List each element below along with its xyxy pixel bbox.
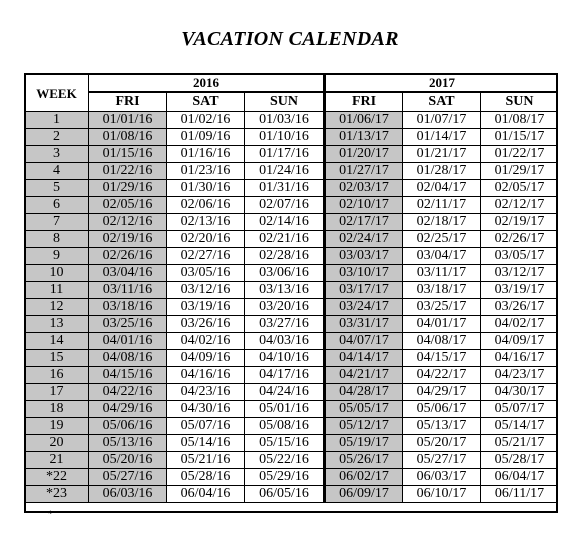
week-number-cell: *22: [25, 469, 89, 486]
page-title: VACATION CALENDAR: [181, 28, 399, 50]
date-cell: 03/18/17: [403, 282, 481, 299]
date-cell: 01/01/16: [89, 112, 167, 129]
date-cell: 03/25/16: [89, 316, 167, 333]
date-cell: 05/01/16: [245, 401, 325, 418]
date-cell: 04/10/16: [245, 350, 325, 367]
date-cell: 02/26/17: [481, 231, 558, 248]
table-row: [25, 384, 559, 401]
week-number-cell: 10: [25, 265, 89, 282]
date-cell: 01/28/17: [403, 163, 481, 180]
date-cell: 03/11/17: [403, 265, 481, 282]
date-cell: 01/15/16: [89, 146, 167, 163]
date-cell: 03/13/16: [245, 282, 325, 299]
date-cell: 02/13/16: [167, 214, 245, 231]
week-number-cell: 11: [25, 282, 89, 299]
date-cell: 04/15/16: [89, 367, 167, 384]
week-number-cell: 1: [25, 112, 89, 129]
date-cell: 06/02/17: [325, 469, 403, 486]
date-cell: 05/29/16: [245, 469, 325, 486]
date-cell: 04/08/17: [403, 333, 481, 350]
date-cell: 01/14/17: [403, 129, 481, 146]
date-cell: 01/21/17: [403, 146, 481, 163]
day-header-sat-2016: SAT: [167, 92, 245, 112]
date-cell: 04/02/16: [167, 333, 245, 350]
date-cell: 05/13/16: [89, 435, 167, 452]
date-cell: 05/06/16: [89, 418, 167, 435]
date-cell: 03/03/17: [325, 248, 403, 265]
week-number-cell: 15: [25, 350, 89, 367]
date-cell: 02/10/17: [325, 197, 403, 214]
table-row: [25, 112, 559, 129]
date-cell: 05/08/16: [245, 418, 325, 435]
date-cell: 03/31/17: [325, 316, 403, 333]
date-cell: 04/28/17: [325, 384, 403, 401]
date-cell: 04/16/17: [481, 350, 558, 367]
date-cell: 04/09/17: [481, 333, 558, 350]
date-cell: 02/03/17: [325, 180, 403, 197]
date-cell: 04/22/16: [89, 384, 167, 401]
date-cell: 01/08/16: [89, 129, 167, 146]
date-cell: 04/09/16: [167, 350, 245, 367]
week-number-cell: 5: [25, 180, 89, 197]
week-number-cell: 12: [25, 299, 89, 316]
date-cell: 01/24/16: [245, 163, 325, 180]
date-cell: 03/19/17: [481, 282, 558, 299]
table-row: [25, 197, 559, 214]
date-cell: 06/09/17: [325, 486, 403, 503]
week-number-cell: 16: [25, 367, 89, 384]
week-number-cell: 7: [25, 214, 89, 231]
date-cell: 01/07/17: [403, 112, 481, 129]
week-number-cell: 8: [25, 231, 89, 248]
date-cell: 03/12/17: [481, 265, 558, 282]
date-cell: 05/20/16: [89, 452, 167, 469]
date-cell: 06/10/17: [403, 486, 481, 503]
date-cell: 04/21/17: [325, 367, 403, 384]
date-cell: 03/05/16: [167, 265, 245, 282]
date-cell: 02/20/16: [167, 231, 245, 248]
date-cell: 01/29/16: [89, 180, 167, 197]
date-cell: 01/30/16: [167, 180, 245, 197]
date-cell: 05/21/17: [481, 435, 558, 452]
date-cell: 04/15/17: [403, 350, 481, 367]
table-row: [25, 435, 559, 452]
year-header-2016: 2016: [89, 74, 325, 93]
date-cell: 02/04/17: [403, 180, 481, 197]
week-number-cell: 19: [25, 418, 89, 435]
date-cell: 02/14/16: [245, 214, 325, 231]
table-row: [25, 231, 559, 248]
week-column-header: WEEK: [25, 74, 89, 112]
vacation-calendar-table: [24, 73, 558, 513]
table-row: [25, 129, 559, 146]
date-cell: 05/19/17: [325, 435, 403, 452]
date-cell: 04/01/17: [403, 316, 481, 333]
table-row: [25, 214, 559, 231]
date-cell: 02/26/16: [89, 248, 167, 265]
week-number-cell: 13: [25, 316, 89, 333]
table-row: [25, 316, 559, 333]
week-number-cell: 3: [25, 146, 89, 163]
table-row: [25, 333, 559, 350]
week-number-cell: 4: [25, 163, 89, 180]
date-cell: 01/13/17: [325, 129, 403, 146]
date-cell: 04/08/16: [89, 350, 167, 367]
date-cell: 06/11/17: [481, 486, 558, 503]
date-cell: 02/17/17: [325, 214, 403, 231]
date-cell: 02/25/17: [403, 231, 481, 248]
date-cell: 02/07/16: [245, 197, 325, 214]
date-cell: 06/03/17: [403, 469, 481, 486]
date-cell: 02/27/16: [167, 248, 245, 265]
day-header-sun-2016: SUN: [245, 92, 325, 112]
date-cell: 03/12/16: [167, 282, 245, 299]
date-cell: 01/16/16: [167, 146, 245, 163]
date-cell: 02/18/17: [403, 214, 481, 231]
day-header-sun-2017: SUN: [481, 92, 558, 112]
date-cell: 01/17/16: [245, 146, 325, 163]
date-cell: 02/12/16: [89, 214, 167, 231]
date-cell: 02/24/17: [325, 231, 403, 248]
date-cell: 06/05/16: [245, 486, 325, 503]
date-cell: 03/20/16: [245, 299, 325, 316]
date-cell: 04/30/16: [167, 401, 245, 418]
date-cell: 03/18/16: [89, 299, 167, 316]
week-number-cell: 20: [25, 435, 89, 452]
date-cell: 01/10/16: [245, 129, 325, 146]
date-cell: 03/17/17: [325, 282, 403, 299]
date-cell: 05/26/17: [325, 452, 403, 469]
date-cell: 04/14/17: [325, 350, 403, 367]
date-cell: 01/31/16: [245, 180, 325, 197]
date-cell: 05/14/17: [481, 418, 558, 435]
table-row: [25, 418, 559, 435]
week-number-cell: 17: [25, 384, 89, 401]
date-cell: 01/23/16: [167, 163, 245, 180]
date-cell: 06/04/16: [167, 486, 245, 503]
date-cell: 01/02/16: [167, 112, 245, 129]
date-cell: 02/19/17: [481, 214, 558, 231]
date-cell: 01/22/17: [481, 146, 558, 163]
date-cell: 06/04/17: [481, 469, 558, 486]
date-cell: 04/01/16: [89, 333, 167, 350]
date-cell: 05/06/17: [403, 401, 481, 418]
date-cell: 03/10/17: [325, 265, 403, 282]
table-row: [25, 367, 559, 384]
week-number-cell: 14: [25, 333, 89, 350]
table-row: [25, 282, 559, 299]
date-cell: 04/17/16: [245, 367, 325, 384]
calendar-body: [25, 112, 559, 503]
date-cell: 04/23/16: [167, 384, 245, 401]
table-row: [25, 350, 559, 367]
date-cell: 05/20/17: [403, 435, 481, 452]
date-cell: 02/06/16: [167, 197, 245, 214]
date-cell: 05/28/16: [167, 469, 245, 486]
week-number-cell: *23: [25, 486, 89, 503]
date-cell: 05/27/17: [403, 452, 481, 469]
date-cell: 02/12/17: [481, 197, 558, 214]
day-header-sat-2017: SAT: [403, 92, 481, 112]
day-header-fri-2016: FRI: [89, 92, 167, 112]
date-cell: 04/16/16: [167, 367, 245, 384]
date-cell: 04/03/16: [245, 333, 325, 350]
date-cell: 02/28/16: [245, 248, 325, 265]
date-cell: 01/03/16: [245, 112, 325, 129]
date-cell: 05/07/16: [167, 418, 245, 435]
date-cell: 02/05/17: [481, 180, 558, 197]
date-cell: 03/27/16: [245, 316, 325, 333]
table-row: [25, 486, 559, 503]
date-cell: 05/15/16: [245, 435, 325, 452]
date-cell: 03/25/17: [403, 299, 481, 316]
date-cell: 05/12/17: [325, 418, 403, 435]
date-cell: 05/28/17: [481, 452, 558, 469]
date-cell: 05/05/17: [325, 401, 403, 418]
date-cell: 06/03/16: [89, 486, 167, 503]
date-cell: 05/13/17: [403, 418, 481, 435]
date-cell: 05/07/17: [481, 401, 558, 418]
date-cell: 04/24/16: [245, 384, 325, 401]
date-cell: 05/27/16: [89, 469, 167, 486]
table-row: [25, 452, 559, 469]
date-cell: 03/05/17: [481, 248, 558, 265]
date-cell: 03/24/17: [325, 299, 403, 316]
date-cell: 03/11/16: [89, 282, 167, 299]
date-cell: 04/07/17: [325, 333, 403, 350]
week-number-cell: 2: [25, 129, 89, 146]
table-row: [25, 146, 559, 163]
date-cell: 01/06/17: [325, 112, 403, 129]
date-cell: 03/04/17: [403, 248, 481, 265]
date-cell: 04/30/17: [481, 384, 558, 401]
date-cell: 01/15/17: [481, 129, 558, 146]
date-cell: 03/26/17: [481, 299, 558, 316]
week-number-cell: 18: [25, 401, 89, 418]
table-row: [25, 265, 559, 282]
cut-off-mark: *: [48, 509, 53, 519]
date-cell: 04/22/17: [403, 367, 481, 384]
week-number-cell: 21: [25, 452, 89, 469]
table-row: [25, 180, 559, 197]
day-header-fri-2017: FRI: [325, 92, 403, 112]
date-cell: 02/05/16: [89, 197, 167, 214]
date-cell: 03/04/16: [89, 265, 167, 282]
date-cell: 04/02/17: [481, 316, 558, 333]
week-number-cell: 6: [25, 197, 89, 214]
table-row: [25, 299, 559, 316]
date-cell: 01/20/17: [325, 146, 403, 163]
date-cell: 05/21/16: [167, 452, 245, 469]
table-row: [25, 248, 559, 265]
date-cell: 03/26/16: [167, 316, 245, 333]
date-cell: 01/29/17: [481, 163, 558, 180]
year-header-2017: 2017: [325, 74, 558, 93]
date-cell: 03/06/16: [245, 265, 325, 282]
table-row: [25, 163, 559, 180]
date-cell: 05/14/16: [167, 435, 245, 452]
date-cell: 01/22/16: [89, 163, 167, 180]
table-row: [25, 401, 559, 418]
date-cell: 01/27/17: [325, 163, 403, 180]
week-number-cell: 9: [25, 248, 89, 265]
date-cell: 04/29/17: [403, 384, 481, 401]
date-cell: 01/09/16: [167, 129, 245, 146]
date-cell: 02/19/16: [89, 231, 167, 248]
date-cell: 04/29/16: [89, 401, 167, 418]
date-cell: 01/08/17: [481, 112, 558, 129]
date-cell: 02/21/16: [245, 231, 325, 248]
calendar-grid: [24, 73, 558, 503]
date-cell: 04/23/17: [481, 367, 558, 384]
date-cell: 03/19/16: [167, 299, 245, 316]
table-row: [25, 469, 559, 486]
date-cell: 05/22/16: [245, 452, 325, 469]
date-cell: 02/11/17: [403, 197, 481, 214]
